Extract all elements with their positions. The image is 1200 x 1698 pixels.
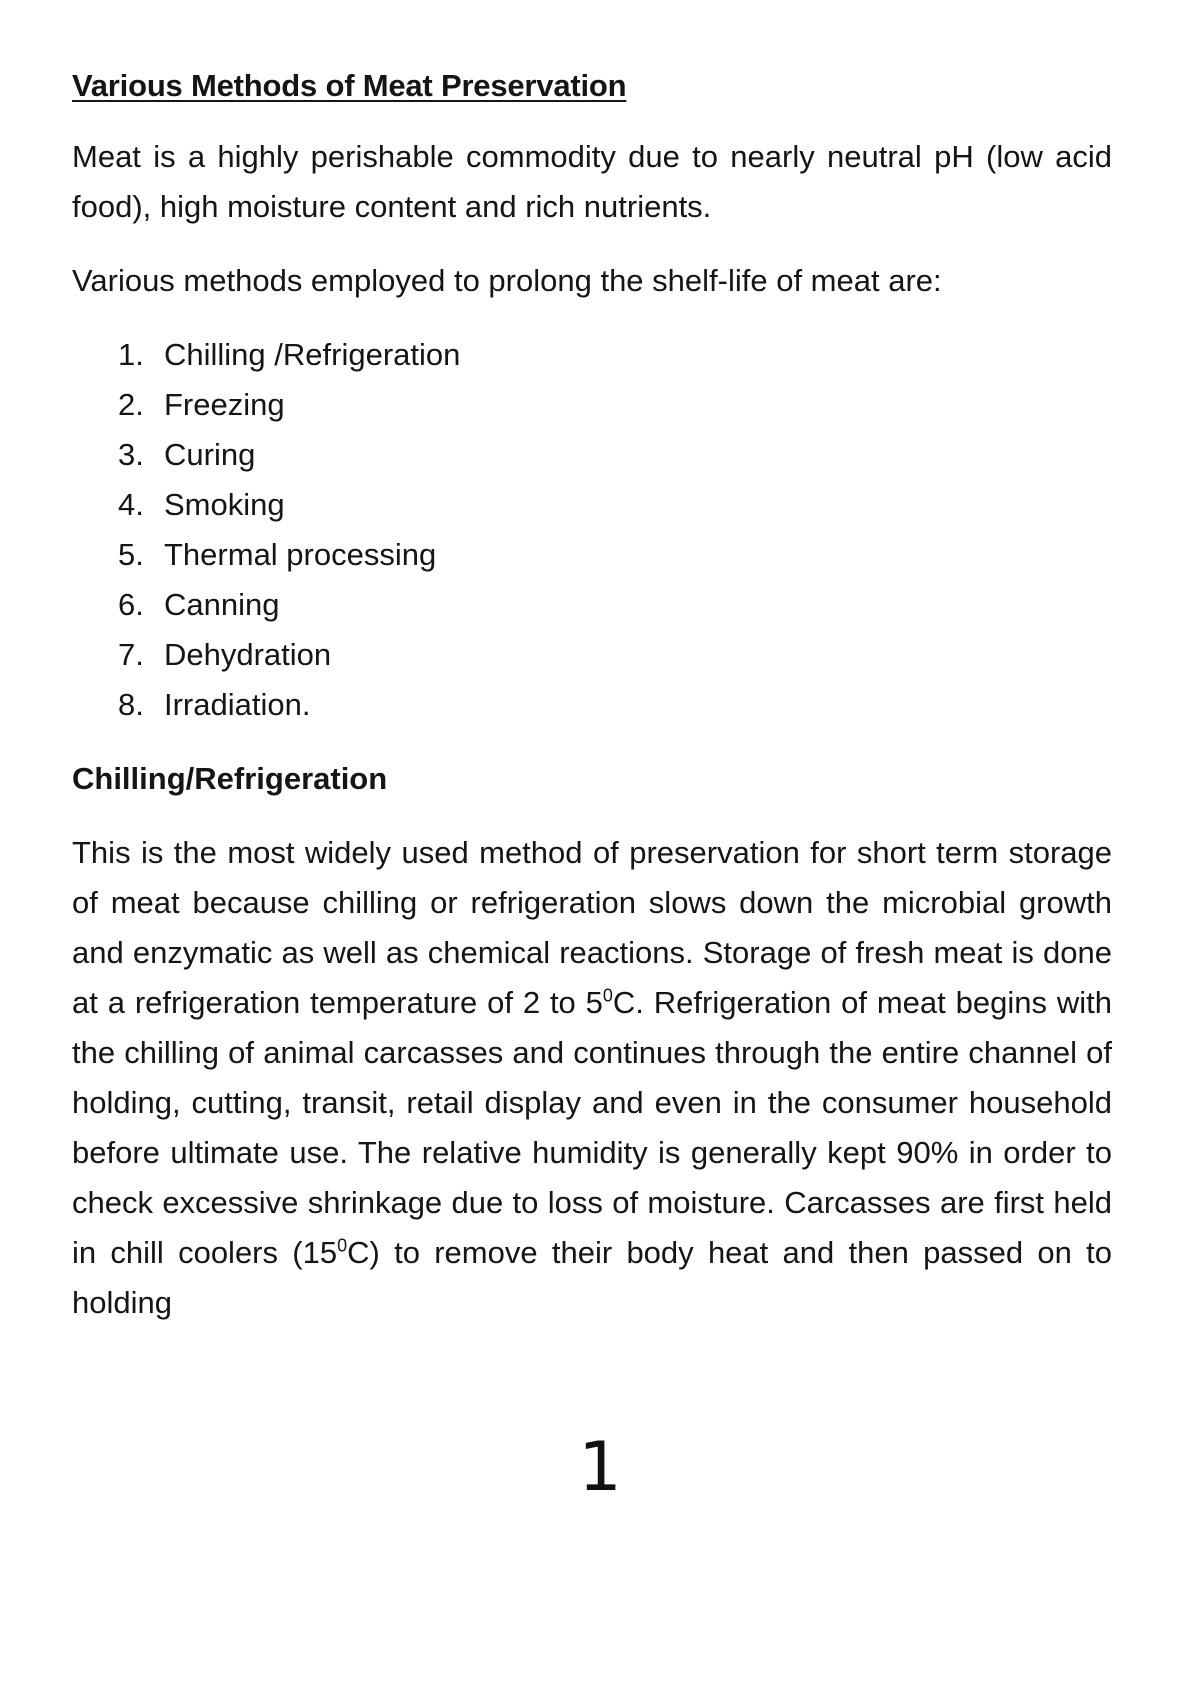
methods-lead-text: Various methods employed to prolong the shelf-life of meat are: xyxy=(72,263,942,298)
list-item-number: 6. xyxy=(118,587,144,622)
list-item-number: 8. xyxy=(118,687,144,722)
list-item-label: Freezing xyxy=(164,387,285,422)
list-item-label: Thermal processing xyxy=(164,537,437,572)
page-number: 1 xyxy=(578,1428,622,1507)
paragraph-text-part2: C. Refrigeration of meat begins with the chilling of animal carcasses and continues through the entire channel of holding, cutting, transit, retail display and even in the consumer household before ultimate use. The relative humidity is generally kept 90% in order to check excessive shrinkage due to loss of moisture. Carcasses are first held in chill coolers (15 xyxy=(72,985,1112,1270)
list-item xyxy=(118,480,1112,530)
list-item xyxy=(118,430,1112,480)
list-item xyxy=(118,330,1112,380)
paragraph-text-part1: This is the most widely used method of preservation for short term storage of meat because chilling or refrigeration slows down the microbial growth and enzymatic as well as chemical reactions. Storage of fresh meat is done at a refrigeration temperature of 2 to 5 xyxy=(72,835,1112,1020)
list-item-number: 1. xyxy=(118,337,144,372)
list-item xyxy=(118,530,1112,580)
list-item xyxy=(118,580,1112,630)
list-item-number: 7. xyxy=(118,637,144,672)
list-item-label: Irradiation. xyxy=(164,687,311,722)
list-item-number: 4. xyxy=(118,487,144,522)
paragraph-text-part3: C) to remove their body heat and then passed on to holding xyxy=(72,1235,1112,1320)
section-heading: Chilling/Refrigeration xyxy=(72,761,388,796)
list-item-number: 5. xyxy=(118,537,144,572)
list-item xyxy=(118,680,1112,730)
list-item-label: Dehydration xyxy=(164,637,332,672)
section-body xyxy=(72,828,1112,1328)
list-item xyxy=(118,630,1112,680)
list-item-label: Smoking xyxy=(164,487,285,522)
list-item xyxy=(118,380,1112,430)
list-item-label: Curing xyxy=(164,437,256,472)
degree-superscript: 0 xyxy=(602,985,613,1006)
list-item-number: 3. xyxy=(118,437,144,472)
list-item-label: Chilling /Refrigeration xyxy=(164,337,461,372)
list-item-number: 2. xyxy=(118,387,144,422)
body-paragraph xyxy=(72,828,1112,1328)
degree-superscript: 0 xyxy=(337,1235,348,1256)
list-item-label: Canning xyxy=(164,587,280,622)
document-page xyxy=(72,68,1112,1328)
document-title: Various Methods of Meat Preservation xyxy=(72,68,627,103)
intro-paragraph: Meat is a highly perishable commodity due to nearly neutral pH (low acid food), high moisture content and rich nutrients. xyxy=(72,139,1112,224)
methods-list xyxy=(72,330,1112,730)
